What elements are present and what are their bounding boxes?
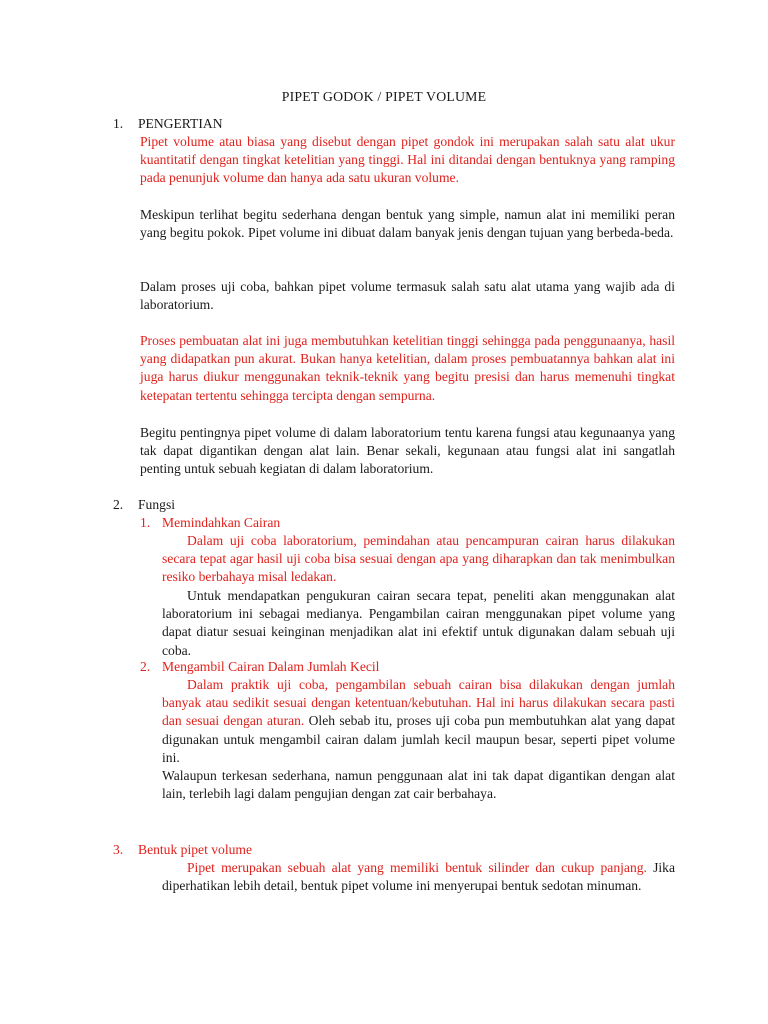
subsection-2-2-paragraph-1-red: Dalam praktik uji coba, pengambilan sebuah cairan bisa dilakukan dengan jumlah banyak atau sedikit sesuai dengan ketentuan/kebutuhan. Hal ini harus dilakukan secara pasti dan sesuai dengan aturan. xyxy=(162,677,675,729)
section-3-paragraph-1 xyxy=(162,859,675,895)
section-3-paragraph-1-black: Jika diperhatikan lebih detail, bentuk pipet volume ini menyerupai bentuk sedotan minuman. xyxy=(162,860,676,894)
section-2-heading xyxy=(113,496,175,514)
section-3-number: 3. xyxy=(113,842,124,857)
subsection-2-1-paragraph-1: Dalam uji coba laboratorium, pemindahan atau pencampuran cairan harus dilakukan secara tepat agar hasil uji coba bisa sesuai dengan apa yang diharapkan dan tak menimbulkan resiko berbahaya misal ledakan. xyxy=(162,533,675,585)
subsection-2-2-heading xyxy=(140,658,379,676)
section-3-heading xyxy=(113,841,252,859)
subsection-2-2-paragraph-2: Walaupun terkesan sederhana, namun penggunaan alat ini tak dapat digantikan dengan alat lain, terlebih lagi dalam pengujian dengan zat cair berbahaya. xyxy=(162,768,675,802)
section-1-label: PENGERTIAN xyxy=(138,116,223,131)
subsection-2-1-paragraph-2: Untuk mendapatkan pengukuran cairan secara tepat, peneliti akan menggunakan alat laboratorium ini sebagai medianya. Pengambilan cairan menggunakan pipet volume yang dapat diatur sesuai keinginan menjadikan alat ini efektif untuk digunakan dalam sebuah uji coba. xyxy=(162,588,675,658)
document-title: PIPET GODOK / PIPET VOLUME xyxy=(281,89,487,104)
section-2-number: 2. xyxy=(113,497,124,512)
section-1-paragraph-3: Dalam proses uji coba, bahkan pipet volume termasuk salah satu alat utama yang wajib ada di laboratorium. xyxy=(140,279,675,313)
section-1-heading xyxy=(113,115,223,133)
section-1-number: 1. xyxy=(113,116,124,131)
subsection-2-1-number: 1. xyxy=(140,515,151,530)
section-1-paragraph-5: Begitu pentingnya pipet volume di dalam laboratorium tentu karena fungsi atau kegunaanya yang tak dapat digantikan dengan alat lain. Benar sekali, kegunaan atau fungsi alat ini sangatlah penting untuk sebuah kegiatan di dalam laboratorium. xyxy=(140,425,675,477)
subsection-2-2-paragraph-1 xyxy=(162,676,675,767)
subsection-2-2-number: 2. xyxy=(140,659,151,674)
section-1-paragraph-1: Pipet volume atau biasa yang disebut dengan pipet gondok ini merupakan salah satu alat ukur kuantitatif dengan tingkat ketelitian yang tinggi. Hal ini ditandai dengan bentuknya yang ramping pada penunjuk volume dan hanya ada satu ukuran volume. xyxy=(140,134,675,186)
section-3-label: Bentuk pipet volume xyxy=(138,842,253,857)
section-2-label: Fungsi xyxy=(138,497,176,512)
section-3-paragraph-1-red: Pipet merupakan sebuah alat yang memiliki bentuk silinder dan cukup panjang. xyxy=(187,860,647,875)
subsection-2-2-paragraph-1-black: Oleh sebab itu, proses uji coba pun membutuhkan alat yang dapat digunakan untuk mengambil cairan dalam jumlah kecil maupun besar, seperti pipet volume ini. xyxy=(162,713,675,765)
section-1-paragraph-4: Proses pembuatan alat ini juga membutuhkan ketelitian tinggi sehingga pada penggunaanya, hasil yang didapatkan pun akurat. Bukan hanya ketelitian, dalam proses pembuatannya bahkan alat ini juga harus diukur menggunakan teknik-teknik yang begitu presisi dan harus memenuhi tingkat ketepatan tertentu sehingga tercipta dengan sempurna. xyxy=(140,333,675,403)
section-1-paragraph-2: Meskipun terlihat begitu sederhana dengan bentuk yang simple, namun alat ini memiliki peran yang begitu pokok. Pipet volume ini dibuat dalam banyak jenis dengan tujuan yang berbeda-beda. xyxy=(140,207,675,241)
subsection-2-2-label: Mengambil Cairan Dalam Jumlah Kecil xyxy=(162,659,380,674)
subsection-2-1-label: Memindahkan Cairan xyxy=(162,515,281,530)
subsection-2-1-heading xyxy=(140,514,280,532)
